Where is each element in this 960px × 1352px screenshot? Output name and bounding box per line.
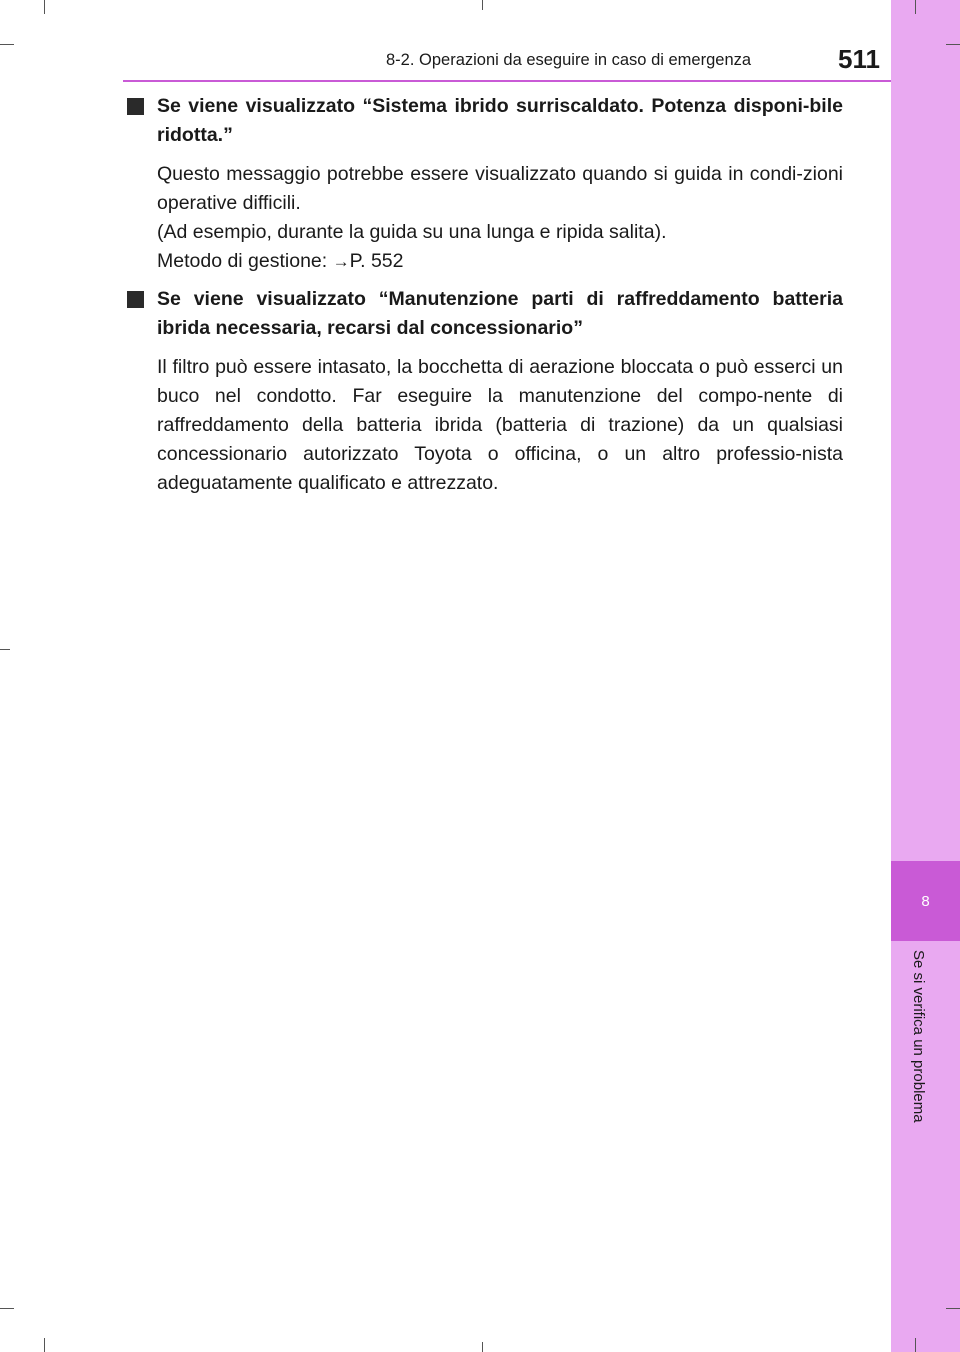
crop-mark: [915, 1338, 916, 1352]
crop-mark: [44, 0, 45, 14]
page-content: [127, 92, 843, 507]
header-rule: [123, 80, 891, 82]
crop-mark: [44, 1338, 45, 1352]
header-section-title: 8-2. Operazioni da eseguire in caso di emergenza: [386, 51, 752, 69]
crop-mark: [0, 1308, 14, 1309]
body-paragraph: Questo messaggio potrebbe essere visualizzato quando si guida in condi-zioni operative difficili.: [157, 163, 843, 214]
arrow-right-icon: →: [332, 252, 350, 271]
crop-mark: [482, 1342, 483, 1352]
crop-mark: [0, 44, 14, 45]
body-paragraph: Il filtro può essere intasato, la bocchetta di aerazione bloccata o può esserci un buco nel condotto. Far eseguire la manutenzione del compo-nente di raffreddamento della batteria ibrida (batteria di trazione) da un qualsiasi concessionario autorizzato Toyota o officina, o un altro professio-nista adeguatamente qualificato e attrezzato.: [157, 356, 843, 494]
page-reference-link[interactable]: P. 552: [349, 250, 404, 272]
page-number: 511: [838, 44, 880, 74]
chapter-number: 8: [921, 892, 930, 910]
page-header: [0, 0, 891, 85]
section-heading: Se viene visualizzato “Sistema ibrido surriscaldato. Potenza disponi-bile ridotta.”: [157, 95, 843, 146]
crop-mark: [0, 649, 10, 650]
chapter-number-tab[interactable]: [891, 861, 960, 941]
body-paragraph: (Ad esempio, durante la guida su una lunga e ripida salita).: [157, 221, 667, 243]
square-bullet-icon: [127, 291, 144, 308]
crop-mark: [915, 0, 916, 14]
crop-mark: [482, 0, 483, 10]
section-hybrid-overheat: [127, 92, 843, 276]
crop-mark: [946, 1308, 960, 1309]
chapter-title: Se si verifica un problema: [910, 950, 927, 1123]
section-heading: Se viene visualizzato “Manutenzione parti di raffreddamento batteria ibrida necessaria, recarsi dal concessionario”: [157, 288, 843, 339]
square-bullet-icon: [127, 98, 144, 115]
reference-label: Metodo di gestione:: [157, 250, 333, 272]
crop-mark: [946, 44, 960, 45]
section-body: [157, 160, 843, 276]
section-battery-cooling: [127, 285, 843, 498]
reference-line: [157, 247, 843, 276]
